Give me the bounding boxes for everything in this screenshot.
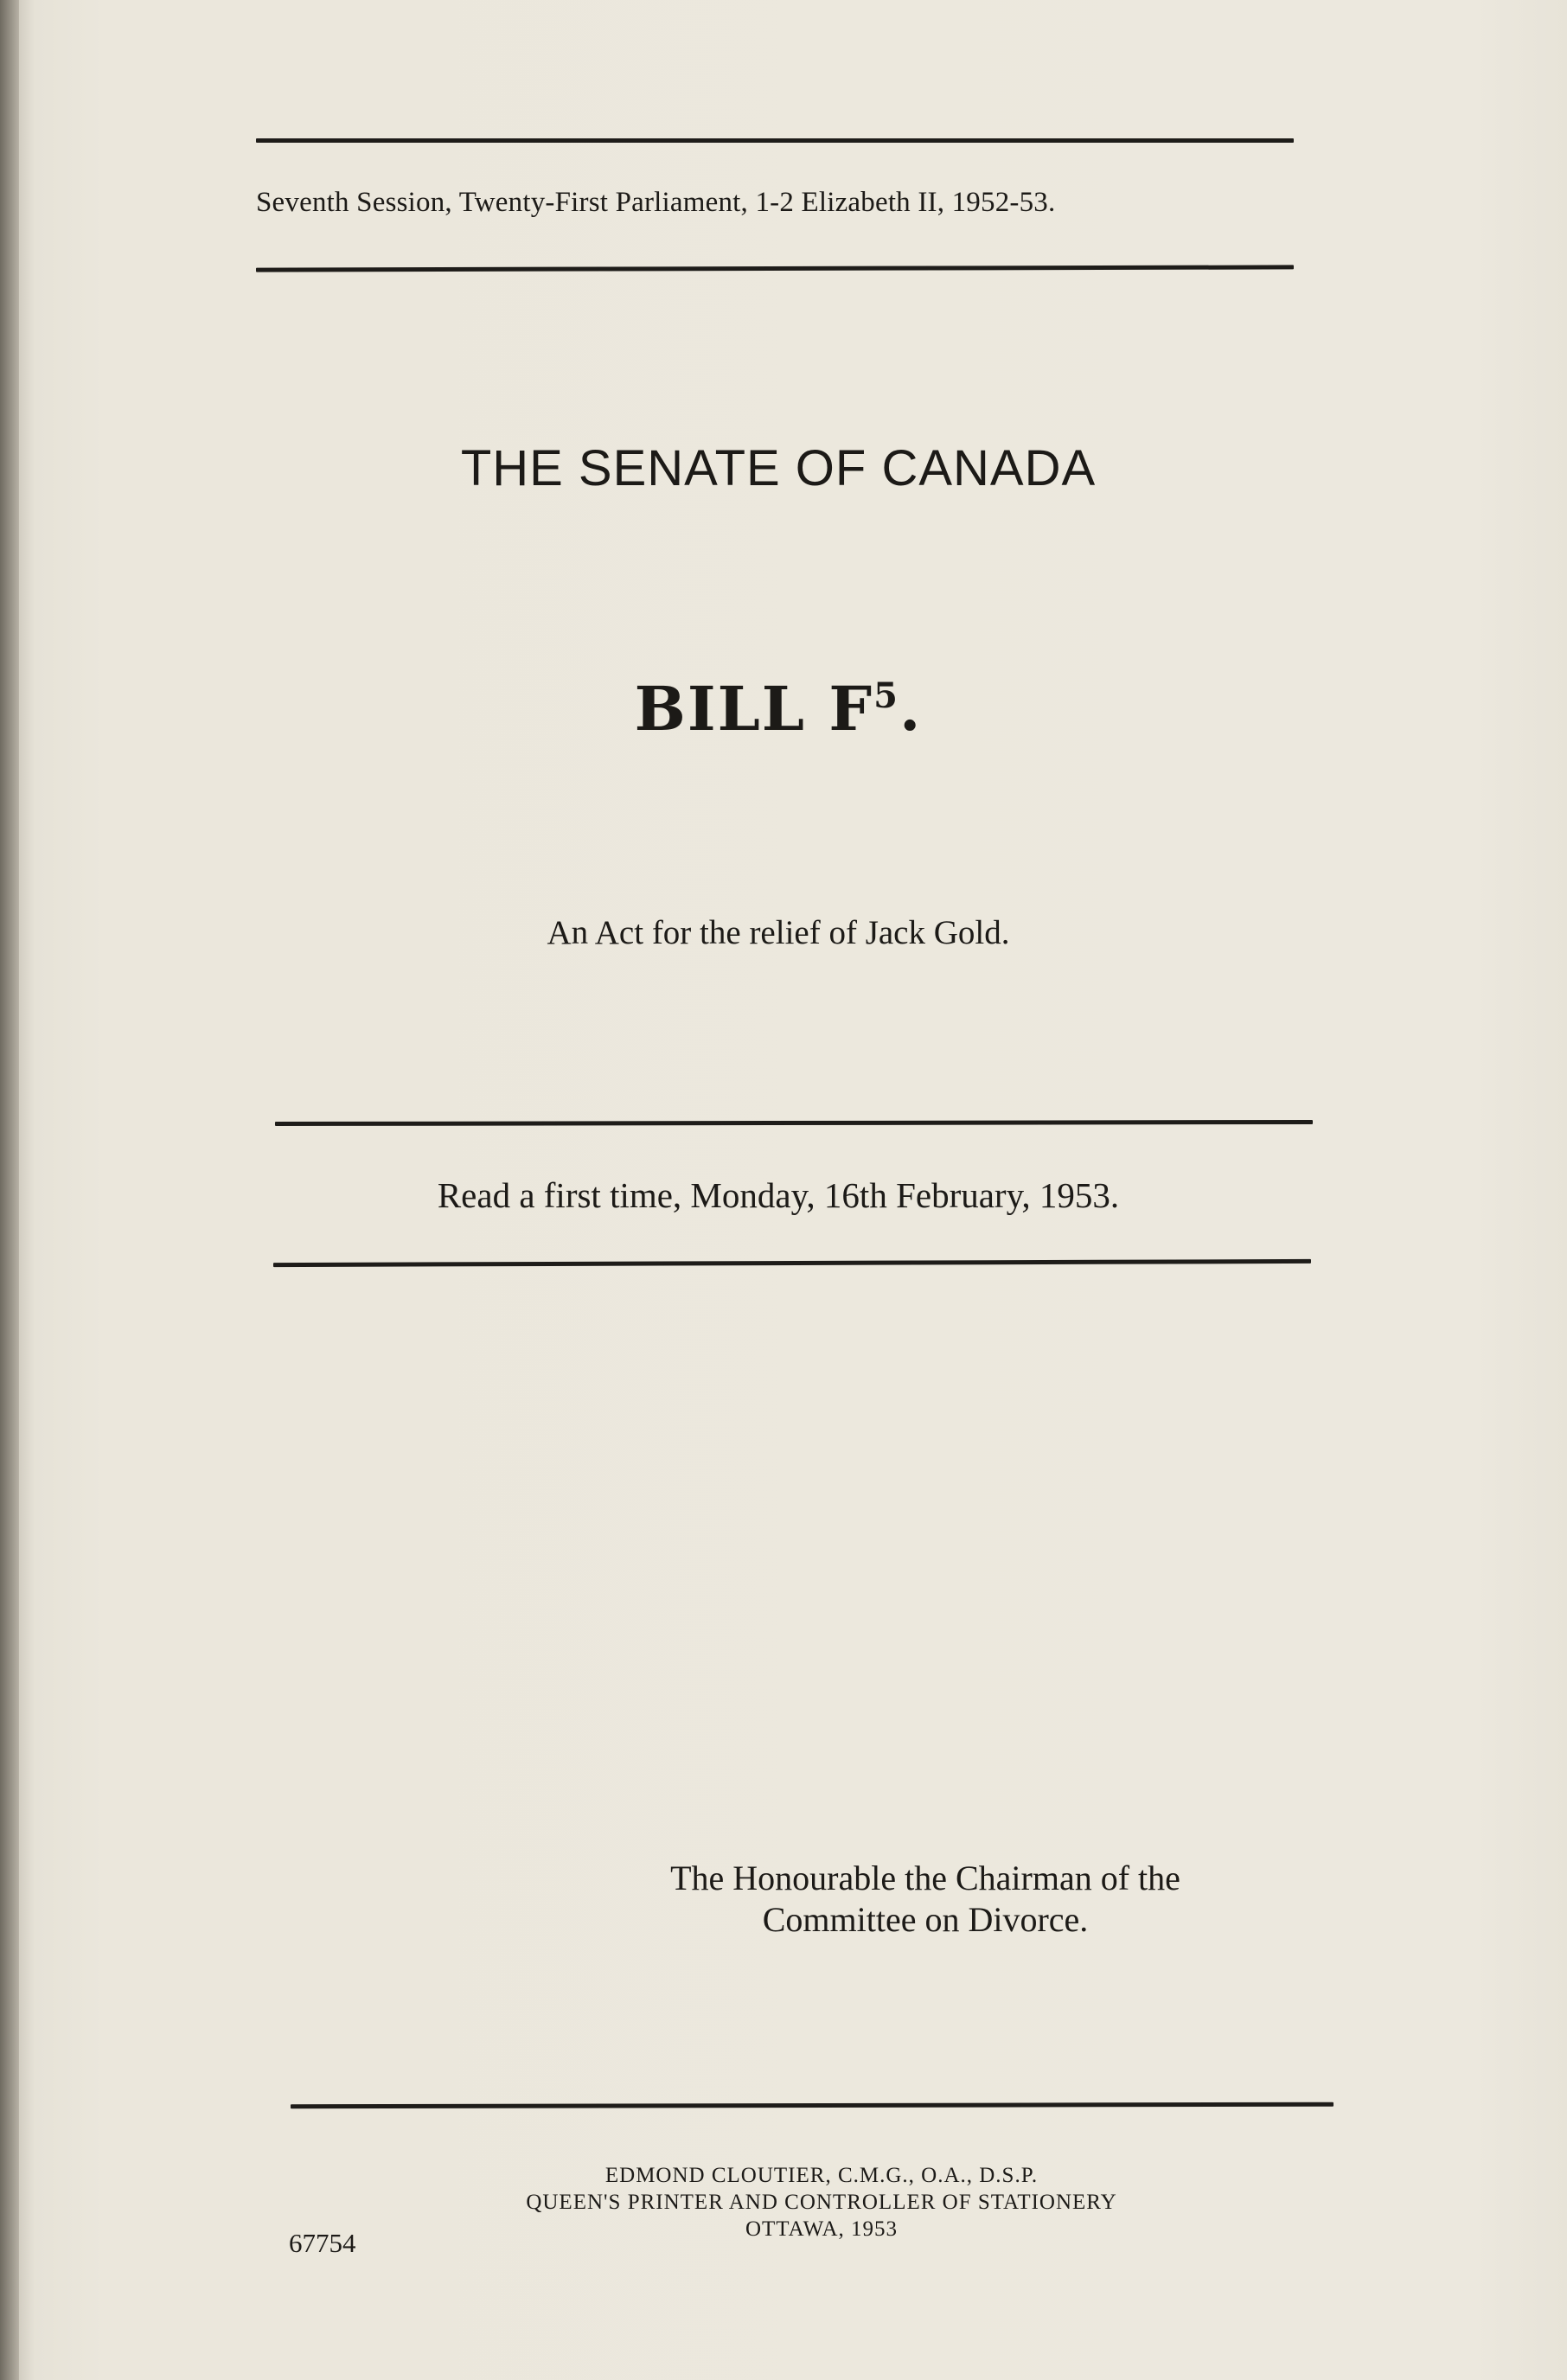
first-reading-line: Read a first time, Monday, 16th February, 1953. — [437, 1175, 1120, 1215]
sponsor-line-1: The Honourable the Chairman of the — [670, 1859, 1180, 1897]
session-line: Seventh Session, Twenty-First Parliament, 1-2 Elizabeth II, 1952-53. — [256, 187, 1056, 218]
bill-label: BILL F — [634, 673, 874, 745]
footer-rule — [291, 2102, 1334, 2109]
header-bottom-rule — [256, 265, 1294, 272]
act-description: An Act for the relief of Jack Gold. — [547, 914, 1010, 951]
sponsor-block — [536, 1858, 1314, 1941]
document-number: 67754 — [289, 2228, 356, 2258]
printer-block — [303, 2162, 1340, 2242]
printer-line-2: QUEEN'S PRINTER AND CONTROLLER OF STATIONERY — [526, 2191, 1117, 2214]
book-spine-edge — [0, 0, 19, 2380]
bill-superscript: 5 — [873, 675, 899, 716]
reading-top-rule — [275, 1120, 1313, 1126]
reading-bottom-rule — [273, 1259, 1311, 1267]
printer-line-1: EDMOND CLOUTIER, C.M.G., O.A., D.S.P. — [604, 2164, 1039, 2187]
sponsor-line-2: Committee on Divorce. — [762, 1900, 1089, 1939]
bill-period: . — [899, 673, 923, 745]
bill-number — [259, 673, 1297, 745]
senate-title: THE SENATE OF CANADA — [460, 440, 1097, 496]
header-top-rule — [256, 138, 1294, 143]
printer-line-3: OTTAWA, 1953 — [745, 2217, 899, 2241]
